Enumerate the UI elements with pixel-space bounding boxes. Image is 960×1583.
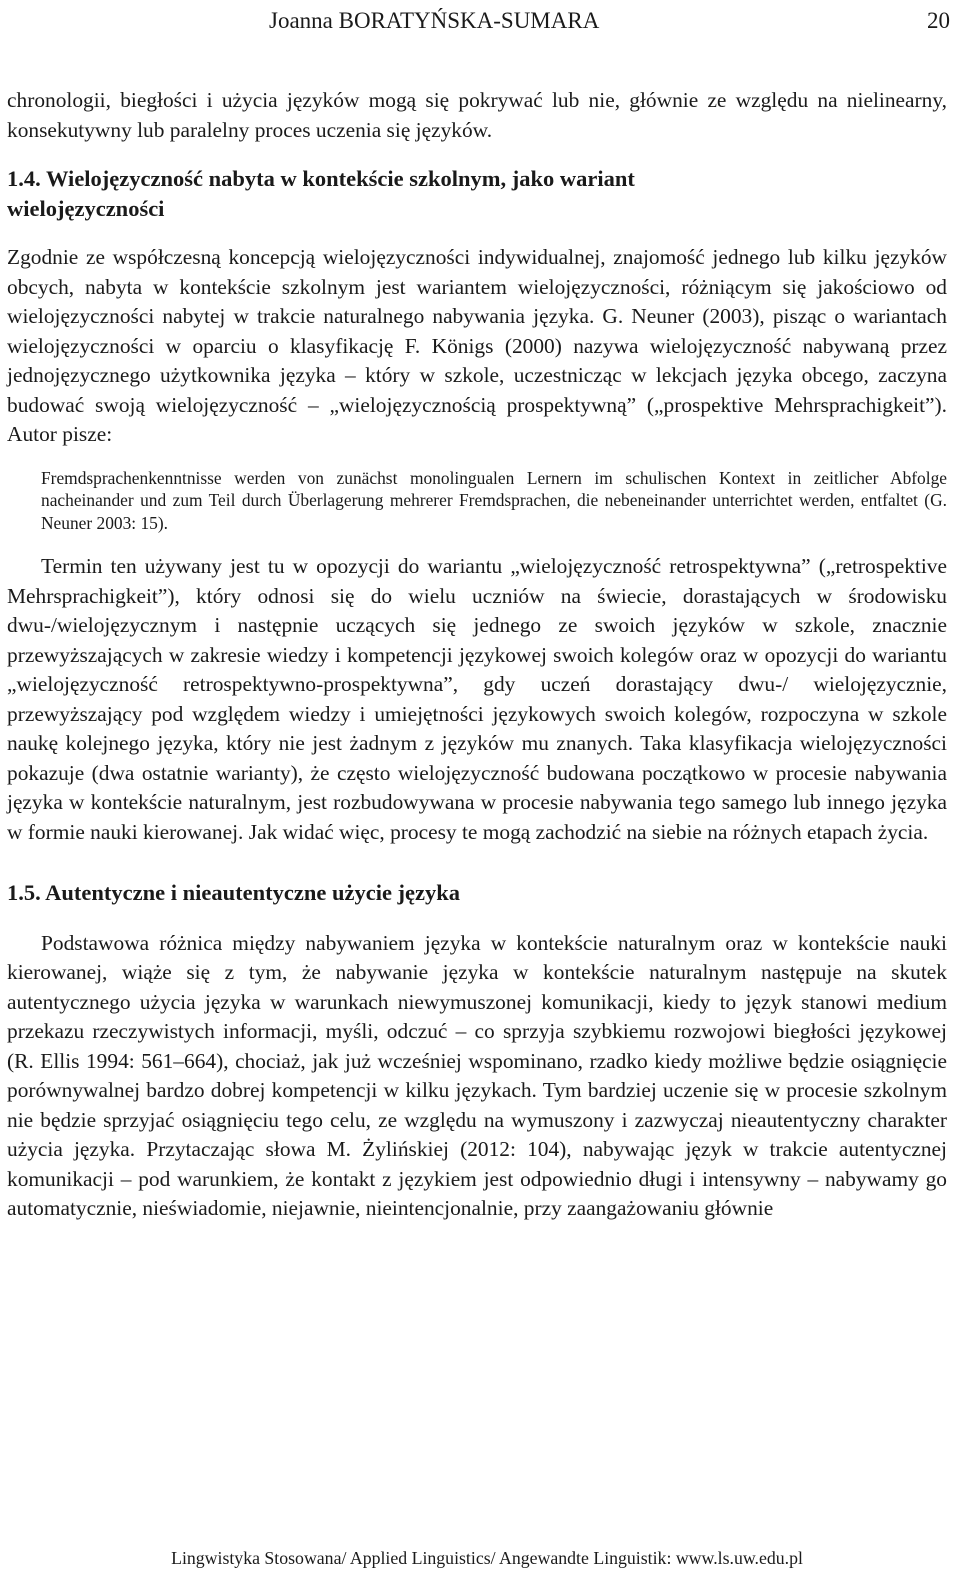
page-content — [7, 86, 947, 1224]
paragraph-continuation: chronologii, biegłości i użycia języków mogą się pokrywać lub nie, głównie ze względu na nielinearny, konsekutywny lub paralelny proces uczenia się języków. — [7, 88, 947, 142]
paragraph-retrospective-multilingualism: Termin ten używany jest tu w opozycji do wariantu „wielojęzyczność retrospektywna” („retrospektive Mehrsprachigkeit”), który odnosi się do wielu uczniów na świecie, dorastających w środowisku dwu-/wielojęzycznym i następnie uczących się jednego ze swoich języków w szkole, znacznie przewyższających w zakresie wiedzy i kompetencji językowej swoich kolegów oraz w opozycji do wariantu „wielojęzyczność retrospektywno-prospektywna”, gdy uczeń dorastający dwu-/ wielojęzycznie, przewyższający pod względem wiedzy i umiejętności językowych swoich kolegów, rozpoczyna w szkole naukę kolejnego języka, który nie jest żadnym z języków mu znanych. Taka klasyfikacja wielojęzyczności pokazuje (dwa ostatnie warianty), że często wielojęzyczność budowana początkowo w procesie nabywania języka w kontekście naturalnym, jest rozbudowywana w procesie nabywania tego samego lub innego języka w formie nauki kierowanej. Jak widać więc, procesy te mogą zachodzić na siebie na różnych etapach życia. — [7, 554, 947, 844]
page-number: 20 — [927, 8, 950, 33]
section-heading-1-5: 1.5. Autentyczne i nieautentyczne użycie języka — [7, 880, 461, 905]
running-header — [0, 6, 960, 36]
paragraph-prospective-multilingualism: Zgodnie ze współczesną koncepcją wielojęzyczności indywidualnej, znajomość jednego lub kilku języków obcych, nabyta w kontekście szkolnym jest wariantem wielojęzyczności, różniącym się jakościowo od wielojęzyczności nabytej w trakcie naturalnego nabywania języka. G. Neuner (2003), pisząc o wariantach wielojęzyczności w oparciu o klasyfikację F. Königs (2000) nazywa wielojęzyczność nabywaną przez jednojęzycznego użytkownika języka – który w szkole, uczestnicząc w lekcjach języka obcego, zaczyna budować swoją wielojęzyczność – „wielojęzycznością prospektywną” („prospektive Mehrsprachigkeit”). Autor pisze: — [7, 245, 947, 446]
journal-footer: Lingwistyka Stosowana/ Applied Linguistics/ Angewandte Linguistik: www.ls.uw.edu.pl — [171, 1548, 803, 1568]
section-heading-1-4: 1.4. Wielojęzyczność nabyta w kontekście szkolnym, jako wariant wielojęzyczności — [7, 166, 635, 221]
header-author: Joanna BORATYŃSKA-SUMARA — [269, 8, 600, 33]
block-quote-neuner: Fremdsprachenkenntnisse werden von zunächst monolingualen Lernern im schulischen Kontext in zeitlicher Abfolge nacheinander und zum Teil durch Überlagerung mehrerer Fremdsprachen, die nebeneinander unterrichtet werden, entfaltet (G. Neuner 2003: 15). — [41, 467, 947, 533]
paragraph-authentic-language-use: Podstawowa różnica między nabywaniem języka w kontekście naturalnym oraz w kontekście nauki kierowanej, wiąże się z tym, że nabywanie języka w kontekście naturalnym następuje na skutek autentycznego użycia języka w warunkach niewymuszonej komunikacji, kiedy to język stanowi medium przekazu rzeczywistych informacji, myśli, odczuć – co sprzyja szybkiemu rozwojowi biegłości językowej (R. Ellis 1994: 561–664), chociaż, jak już wcześniej wspominano, rzadko kiedy możliwe będzie osiągnięcie porównywalnej bardzo dobrej kompetencji w kilku językach. Tym bardziej uczenie się w procesie szkolnym nie będzie sprzyjać osiągnięciu tego celu, ze względu na wymuszony i zazwyczaj nieautentyczny charakter użycia języka. Przytaczając słowa M. Żylińskiej (2012: 104), nabywając język w trakcie autentycznej komunikacji – pod warunkiem, że kontakt z językiem jest odpowiednio długi i intensywny – nabywamy go automatycznie, nieświadomie, niejawnie, nieintencjonalnie, przy zaangażowaniu głównie — [7, 930, 947, 1220]
